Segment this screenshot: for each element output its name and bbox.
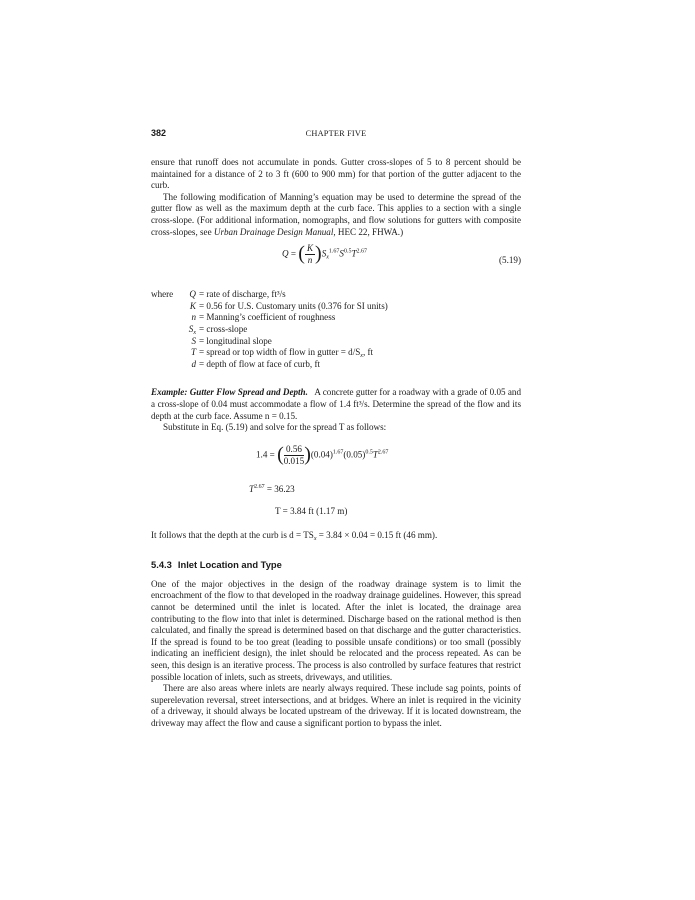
- example-substitute: Substitute in Eq. (5.19) and solve for the spread T as follows:: [163, 422, 387, 433]
- page-number: 382: [151, 128, 167, 138]
- paragraph-continuation: ensure that runoff does not accumulate in ponds. Gutter cross-slopes of 5 to 8 percent should be maintained for a distance of 2 to 3 ft (600 to 900 mm) for that portion of the gutter adjacent to the curb.: [151, 157, 521, 191]
- page-header: [151, 128, 521, 140]
- paragraph-manning-intro: The following modification of Manning’s equation may be used to determine the spread of the gutter flow as well as the maximum depth at the curb face. This applies to a section with a single cross-slope. (For additional information, nomographs, and flow solutions for gutters with composite cross-slopes, see Urban Drainage Design Manual, HEC 22, FHWA.): [151, 191, 521, 237]
- example-calculation: [151, 440, 521, 516]
- variable-definitions: where Q = rate of discharge, ft³/s K = 0.56 for U.S. Customary units (0.376 for SI units) n = Manning’s coefficient of roughness $S_x$ = cross-slope S = longitudinal slope T = spread or top width of flow in gutter = $d/S_x$, ft d = depth of flow at face of curb, ft: [151, 289, 388, 369]
- equation-fraction: $\frac{K}{n}$: [306, 243, 314, 266]
- example-conclusion: It follows that the depth at the curb is $d = TS_x = 3.84 \times 0.04 = 0.15$ ft (46 mm).: [151, 529, 438, 542]
- chapter-title: CHAPTER FIVE: [305, 129, 367, 138]
- equation-number: (5.19): [499, 255, 521, 266]
- example-title: Example: Gutter Flow Spread and Depth.: [151, 387, 308, 398]
- page: [151, 128, 521, 730]
- calc-line-1: 1.4 = ( $\frac{0.56}{0.015}$ )$(0.04)^{1.67}(0.05)^{0.5}T^{2.67}$: [256, 443, 389, 466]
- example-paragraph: Example: Gutter Flow Spread and Depth. A concrete gutter for a roadway with a grade of 0.05 and a cross-slope of 0.04 must accommodate a flow of 1.4 ft³/s. Determine the spread of the flow and its depth at the curb face. Assume n = 0.15.: [151, 387, 521, 421]
- manual-reference: Urban Drainage Design Manual: [213, 226, 334, 237]
- calc-line-2: $T^{2.67} = 36.23$: [249, 483, 295, 494]
- calc-line-3: T = 3.84 ft (1.17 m): [275, 505, 348, 516]
- section-paragraph-1: One of the major objectives in the design of the roadway drainage system is to limit the encroachment of the flow to that developed in the roadway drainage guidelines. However, this spread cannot be determined until the inlet is located. After the inlet is located, the drainage area contributing to the flow into that inlet is determined. Discharge based on the rational method is then calculated, and finally the spread is determined based on that discharge and the gutter characteristics. If the spread is found to be too great (leading to possible unsafe conditions) or too small (possibly indicating an inefficient design), the inlet should be relocated and the process repeated. As can be seen, this design is an iterative process. The process is also controlled by surface features that restrict possible location of inlets, such as streets, driveways, and utilities.: [151, 578, 521, 682]
- equation-5-19: [151, 243, 521, 281]
- equation-body: Q = ( $\frac{K}{n}$ )$S_x^{1.67}S^{0.5}T^{2.67}$: [282, 242, 368, 266]
- section-paragraph-2: There are also areas where inlets are nearly always required. These include sag points, points of superelevation reversal, street intersections, and at bridges. Where an inlet is required in the vicinity of a driveway, it should always be located upstream of the driveway. If it is located downstream, the driveway may affect the flow and cause a significant portion to bypass the inlet.: [151, 683, 521, 728]
- section-heading: 5.4.3 Inlet Location and Type: [151, 559, 282, 571]
